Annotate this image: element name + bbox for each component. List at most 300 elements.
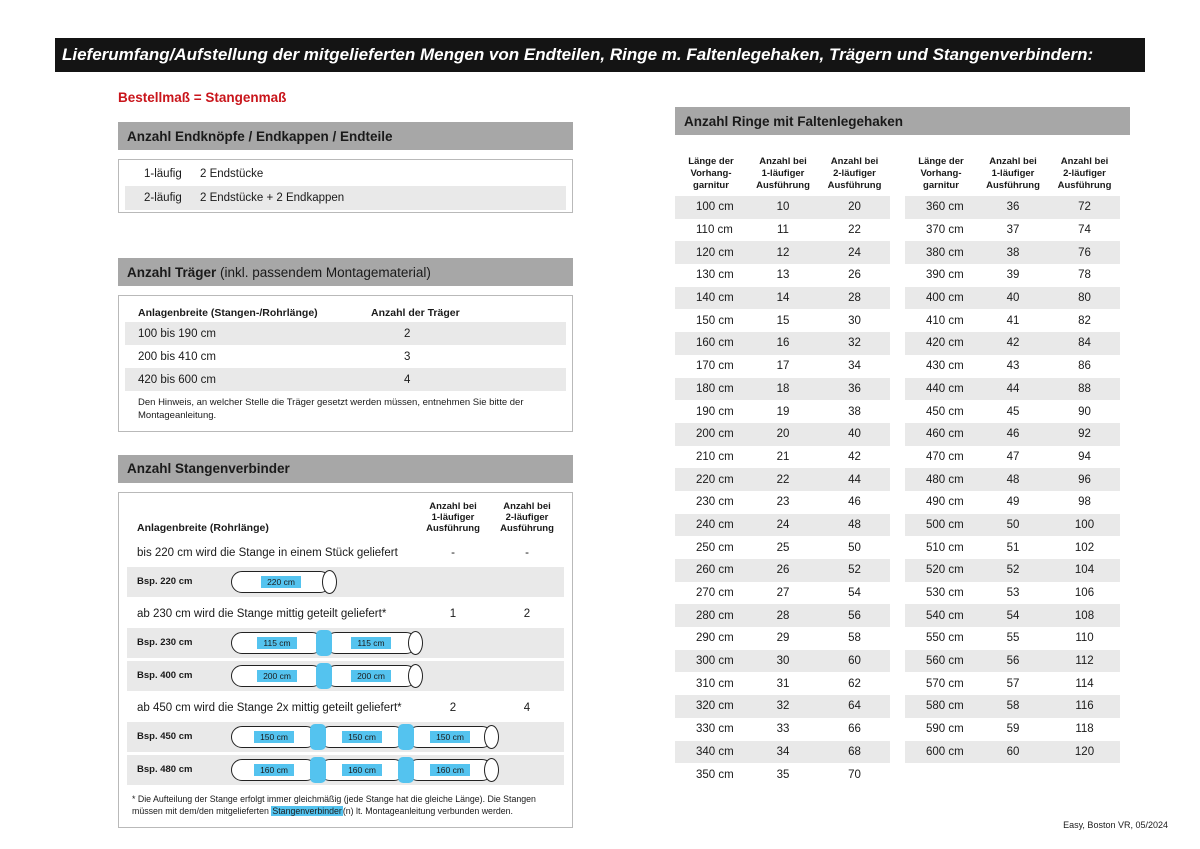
ring-length: 260 cm xyxy=(696,564,734,577)
ring-row xyxy=(675,241,890,264)
ring-row xyxy=(675,741,890,764)
ring-count-1laeufig: 54 xyxy=(1006,609,1020,622)
verbinder-count-2laeufig: 4 xyxy=(523,701,531,714)
ring-count-1laeufig: 26 xyxy=(776,564,790,577)
rod-segment xyxy=(231,632,323,654)
rod-segment-length: 160 cm xyxy=(430,764,470,777)
rod-segment-length: 150 cm xyxy=(254,731,294,744)
ring-table-1-header xyxy=(675,144,890,196)
traeger-rows xyxy=(125,322,566,391)
header-line: 2-läufiger xyxy=(505,512,549,524)
ring-count-2laeufig: 60 xyxy=(848,655,861,668)
ring-count-2laeufig: 106 xyxy=(1074,587,1095,600)
ring-row xyxy=(905,695,1120,718)
rod-segment xyxy=(231,726,317,748)
ring-count-2laeufig: 28 xyxy=(848,292,861,305)
rod-connector-icon xyxy=(316,663,332,689)
ring-row xyxy=(905,446,1120,469)
header-line: Anzahl bei xyxy=(1060,156,1109,168)
ring-count-2laeufig: 62 xyxy=(848,677,861,690)
ring-row xyxy=(675,650,890,673)
rod-segment xyxy=(325,632,417,654)
rod-segment-length: 115 cm xyxy=(351,637,390,650)
rod-segment-length: 160 cm xyxy=(254,764,294,777)
verbinder-count-2laeufig: - xyxy=(525,546,529,559)
endteile-row xyxy=(125,162,566,186)
ring-length: 460 cm xyxy=(926,428,964,441)
order-measure-note: Bestellmaß = Stangenmaß xyxy=(118,90,287,105)
rod-segment xyxy=(407,726,493,748)
ring-row xyxy=(905,196,1120,219)
ring-length: 560 cm xyxy=(926,655,964,668)
ring-length: 570 cm xyxy=(926,677,964,690)
ring-table-2-body xyxy=(905,196,1120,763)
ring-count-2laeufig: 90 xyxy=(1078,405,1091,418)
traeger-table-header xyxy=(125,303,566,322)
ring-count-2laeufig: 72 xyxy=(1078,201,1091,214)
ring-count-2laeufig: 104 xyxy=(1074,564,1095,577)
verbinder-section-row xyxy=(119,600,572,628)
ring-count-1laeufig: 18 xyxy=(776,382,790,395)
section-traeger-subtitle: (inkl. passendem Montagematerial) xyxy=(216,264,431,280)
ring-count-2laeufig: 110 xyxy=(1075,632,1094,645)
ring-count-1laeufig: 14 xyxy=(776,292,790,305)
ring-length: 450 cm xyxy=(926,405,964,418)
ring-length: 120 cm xyxy=(696,246,734,259)
ring-table-1-body xyxy=(675,196,890,786)
ring-count-1laeufig: 11 xyxy=(777,224,789,237)
ring-length: 360 cm xyxy=(926,201,964,214)
ring-count-1laeufig: 59 xyxy=(1006,723,1020,736)
rod-endcap-icon xyxy=(408,664,423,688)
traeger-row xyxy=(125,368,566,391)
verbinder-section-text: bis 220 cm wird die Stange in einem Stück geliefert xyxy=(137,546,398,559)
ring-count-1laeufig: 22 xyxy=(776,473,790,486)
ring-length: 520 cm xyxy=(926,564,964,577)
verbinder-col-header-2laeufig xyxy=(490,501,564,535)
verbinder-footnote xyxy=(132,793,554,818)
ring-tables xyxy=(675,144,1130,786)
ring-count-1laeufig: 51 xyxy=(1006,541,1020,554)
ring-count-1laeufig: 40 xyxy=(1006,292,1020,305)
ring-length: 220 cm xyxy=(696,473,734,486)
header-line: 1-läufiger xyxy=(991,168,1035,180)
ring-row xyxy=(905,582,1120,605)
ring-row xyxy=(675,582,890,605)
ring-row xyxy=(675,264,890,287)
ring-count-2laeufig: 78 xyxy=(1078,269,1091,282)
traeger-count: 2 xyxy=(404,327,411,340)
ring-row xyxy=(675,672,890,695)
ring-count-1laeufig: 24 xyxy=(776,518,790,531)
ring-count-1laeufig: 29 xyxy=(776,632,790,645)
traeger-col-anlagenbreite: Anlagenbreite (Stangen-/Rohrlänge) xyxy=(138,306,318,319)
verbinder-count-1laeufig: 2 xyxy=(449,701,457,714)
rod-connector-icon xyxy=(398,724,414,750)
rod-example-label: Bsp. 480 cm xyxy=(137,764,193,776)
ring-row xyxy=(675,332,890,355)
ring-row xyxy=(675,446,890,469)
ring-row xyxy=(905,468,1120,491)
ring-length: 390 cm xyxy=(926,269,964,282)
ring-count-2laeufig: 20 xyxy=(848,201,861,214)
header-line: Ausführung xyxy=(1057,180,1112,192)
rod-example-row xyxy=(127,628,564,658)
ring-row xyxy=(675,536,890,559)
endteile-lauf-label: 2-läufig xyxy=(144,192,182,204)
rod-example-label: Bsp. 450 cm xyxy=(137,731,193,743)
rod-segment-length: 200 cm xyxy=(351,670,391,683)
ring-length: 540 cm xyxy=(926,609,964,622)
ring-count-2laeufig: 112 xyxy=(1075,655,1094,668)
traeger-range: 420 bis 600 cm xyxy=(138,373,216,386)
ring-count-2laeufig: 70 xyxy=(848,768,861,781)
ring-count-2laeufig: 92 xyxy=(1078,428,1091,441)
section-ringe-title: Anzahl Ringe mit Faltenlegehaken xyxy=(684,113,904,129)
header-line: Vorhang- xyxy=(920,168,962,180)
ring-count-2laeufig: 98 xyxy=(1078,496,1091,509)
rod-diagram xyxy=(231,757,499,783)
rod-example-row xyxy=(127,567,564,597)
ring-count-1laeufig: 46 xyxy=(1006,428,1020,441)
ring-count-1laeufig: 32 xyxy=(776,700,790,713)
ring-count-1laeufig: 53 xyxy=(1006,587,1020,600)
ring-count-2laeufig: 96 xyxy=(1078,473,1091,486)
ring-count-1laeufig: 30 xyxy=(776,655,790,668)
ring-count-1laeufig: 41 xyxy=(1006,314,1020,327)
ring-row xyxy=(905,219,1120,242)
ring-col-1laeufig xyxy=(977,156,1049,192)
ring-length: 110 cm xyxy=(696,224,733,237)
verbinder-col-header-1laeufig xyxy=(416,501,490,535)
header-line: Länge der xyxy=(918,156,964,168)
ring-length: 530 cm xyxy=(926,587,964,600)
ring-row xyxy=(905,741,1120,764)
ring-count-2laeufig: 24 xyxy=(848,246,861,259)
endteile-lauf-label: 1-läufig xyxy=(144,168,182,180)
ring-row xyxy=(675,559,890,582)
rod-endcap-icon xyxy=(484,758,499,782)
ring-count-1laeufig: 12 xyxy=(776,246,790,259)
ring-count-2laeufig: 54 xyxy=(848,587,861,600)
ring-length: 130 cm xyxy=(696,269,734,282)
ring-row xyxy=(675,468,890,491)
endteile-table xyxy=(118,159,573,213)
ring-length: 320 cm xyxy=(696,700,734,713)
ring-count-2laeufig: 48 xyxy=(848,518,861,531)
rod-segment xyxy=(231,759,317,781)
ring-length: 280 cm xyxy=(696,609,734,622)
ring-count-1laeufig: 38 xyxy=(1006,246,1020,259)
verbinder-count-1laeufig: - xyxy=(451,546,455,559)
ring-row xyxy=(675,695,890,718)
ring-length: 550 cm xyxy=(926,632,964,645)
traeger-range: 200 bis 410 cm xyxy=(138,350,216,363)
traeger-note: Den Hinweis, an welcher Stelle die Träger gesetzt werden müssen, entnehmen Sie bitte der Montageanleitung. xyxy=(138,397,524,421)
header-line: 2-läufiger xyxy=(1063,168,1106,180)
rod-segment-length: 220 cm xyxy=(261,576,301,589)
rod-segment-length: 160 cm xyxy=(342,764,382,777)
ring-count-1laeufig: 39 xyxy=(1006,269,1020,282)
ring-table-2-header xyxy=(905,144,1120,196)
verbinder-col-anlagenbreite: Anlagenbreite (Rohrlänge) xyxy=(137,521,269,534)
ring-length: 340 cm xyxy=(696,745,734,758)
rod-segment-length: 115 cm xyxy=(257,637,296,650)
ring-count-1laeufig: 52 xyxy=(1006,564,1020,577)
header-line: Ausführung xyxy=(500,523,554,535)
ring-count-1laeufig: 16 xyxy=(776,337,790,350)
ring-row xyxy=(905,287,1120,310)
right-column xyxy=(675,107,1130,786)
verbinder-table xyxy=(118,492,573,829)
ring-length: 590 cm xyxy=(926,723,964,736)
ring-count-1laeufig: 25 xyxy=(776,541,790,554)
header-line: 2-läufiger xyxy=(833,168,876,180)
ring-count-1laeufig: 56 xyxy=(1006,655,1020,668)
ring-length: 580 cm xyxy=(926,700,964,713)
ring-length: 150 cm xyxy=(696,314,734,327)
endteile-row xyxy=(125,186,566,210)
ring-count-2laeufig: 42 xyxy=(848,450,861,463)
section-traeger-header xyxy=(118,258,573,286)
ring-length: 480 cm xyxy=(926,473,964,486)
ring-row xyxy=(675,309,890,332)
ring-row xyxy=(905,355,1120,378)
ring-row xyxy=(675,196,890,219)
ring-row xyxy=(905,264,1120,287)
ring-length: 440 cm xyxy=(926,382,964,395)
ring-row xyxy=(905,309,1120,332)
rod-connector-icon xyxy=(316,630,332,656)
section-verbinder-header xyxy=(118,455,573,483)
ring-length: 470 cm xyxy=(926,450,964,463)
section-endteile-header xyxy=(118,122,573,150)
traeger-count: 4 xyxy=(404,373,411,386)
traeger-range: 100 bis 190 cm xyxy=(138,327,216,340)
ring-length: 330 cm xyxy=(696,723,734,736)
ring-row xyxy=(675,627,890,650)
ring-count-1laeufig: 35 xyxy=(776,768,790,781)
ring-count-2laeufig: 102 xyxy=(1074,541,1095,554)
ring-length: 510 cm xyxy=(926,541,964,554)
ring-count-1laeufig: 58 xyxy=(1006,700,1020,713)
ring-count-1laeufig: 44 xyxy=(1006,382,1020,395)
ring-col-2laeufig xyxy=(819,156,890,192)
ring-count-2laeufig: 64 xyxy=(848,700,861,713)
ring-count-1laeufig: 17 xyxy=(776,360,790,373)
rod-diagram xyxy=(231,630,423,656)
section-ringe-header xyxy=(675,107,1130,135)
ring-count-1laeufig: 31 xyxy=(776,677,790,690)
ring-count-1laeufig: 48 xyxy=(1006,473,1020,486)
ring-count-2laeufig: 120 xyxy=(1074,745,1095,758)
ring-count-1laeufig: 13 xyxy=(776,269,790,282)
ring-length: 160 cm xyxy=(696,337,734,350)
verbinder-section-row xyxy=(119,539,572,567)
ring-row xyxy=(675,514,890,537)
ring-count-2laeufig: 50 xyxy=(848,541,861,554)
ring-length: 300 cm xyxy=(696,655,734,668)
ring-count-2laeufig: 82 xyxy=(1078,314,1091,327)
ring-count-2laeufig: 74 xyxy=(1078,224,1091,237)
ring-length: 210 cm xyxy=(696,450,734,463)
ring-count-2laeufig: 46 xyxy=(848,496,861,509)
verbinder-sections xyxy=(119,539,572,785)
rod-connector-icon xyxy=(310,724,326,750)
ring-count-1laeufig: 19 xyxy=(776,405,790,418)
ring-count-2laeufig: 22 xyxy=(848,224,861,237)
ring-row xyxy=(905,650,1120,673)
verbinder-table-header xyxy=(119,499,572,539)
rod-segment xyxy=(319,759,405,781)
header-line: garnitur xyxy=(923,180,959,192)
ring-row xyxy=(905,536,1120,559)
rod-diagram xyxy=(231,570,337,594)
ring-count-2laeufig: 84 xyxy=(1078,337,1091,350)
ring-length: 230 cm xyxy=(696,496,734,509)
ring-count-2laeufig: 86 xyxy=(1078,360,1091,373)
rod-segment xyxy=(325,665,417,687)
verbinder-section-row xyxy=(119,694,572,722)
ring-col-2laeufig xyxy=(1049,156,1120,192)
header-line: Anzahl bei xyxy=(989,156,1037,168)
traeger-table xyxy=(118,295,573,432)
ring-count-1laeufig: 15 xyxy=(776,314,790,327)
ring-length: 430 cm xyxy=(926,360,964,373)
ring-length: 400 cm xyxy=(926,292,964,305)
rod-connector-icon xyxy=(398,757,414,783)
endteile-rows xyxy=(125,162,566,210)
ring-col-laenge xyxy=(675,156,747,192)
rod-connector-icon xyxy=(310,757,326,783)
ring-count-1laeufig: 49 xyxy=(1006,496,1020,509)
ring-row xyxy=(905,559,1120,582)
ring-count-2laeufig: 80 xyxy=(1078,292,1091,305)
ring-count-2laeufig: 114 xyxy=(1075,677,1094,690)
document-version: Easy, Boston VR, 05/2024 xyxy=(1063,820,1168,830)
ring-row xyxy=(905,423,1120,446)
ring-row xyxy=(905,627,1120,650)
ring-length: 200 cm xyxy=(696,428,734,441)
ring-count-2laeufig: 58 xyxy=(848,632,861,645)
header-line: Länge der xyxy=(688,156,734,168)
ring-length: 190 cm xyxy=(696,405,734,418)
rod-endcap-icon xyxy=(408,631,423,655)
ring-row xyxy=(905,514,1120,537)
header-line: Anzahl bei xyxy=(503,500,551,512)
ring-length: 100 cm xyxy=(696,201,734,214)
ring-length: 250 cm xyxy=(696,541,734,554)
ring-row xyxy=(675,287,890,310)
header-line: 1-läufiger xyxy=(761,168,805,180)
traeger-col-anzahl: Anzahl der Träger xyxy=(371,306,460,319)
header-line: 1-läufiger xyxy=(431,512,475,524)
left-column xyxy=(118,90,573,828)
ring-count-1laeufig: 42 xyxy=(1006,337,1020,350)
rod-segment xyxy=(407,759,493,781)
ring-row xyxy=(905,604,1120,627)
ring-count-2laeufig: 32 xyxy=(848,337,861,350)
ring-count-1laeufig: 60 xyxy=(1006,745,1020,758)
ring-count-2laeufig: 56 xyxy=(848,609,861,622)
footnote-highlight: Stangenverbinder xyxy=(272,806,342,817)
ring-count-1laeufig: 47 xyxy=(1006,450,1020,463)
ring-count-2laeufig: 30 xyxy=(848,314,861,327)
ring-count-1laeufig: 57 xyxy=(1006,677,1020,690)
rod-example-row xyxy=(127,661,564,691)
header-line: Ausführung xyxy=(426,523,480,535)
header-line: Vorhang- xyxy=(690,168,732,180)
footnote-text-post: (n) lt. Montageanleitung verbunden werden. xyxy=(342,806,513,817)
rod-endcap-icon xyxy=(322,570,337,594)
ring-count-2laeufig: 94 xyxy=(1078,450,1091,463)
header-line: Ausführung xyxy=(756,180,810,192)
endteile-value: 2 Endstücke xyxy=(200,168,264,180)
rod-segment-length: 150 cm xyxy=(342,731,382,744)
ring-count-1laeufig: 34 xyxy=(776,745,790,758)
ring-count-2laeufig: 100 xyxy=(1074,518,1095,531)
ring-length: 370 cm xyxy=(926,224,964,237)
ring-count-2laeufig: 68 xyxy=(848,745,861,758)
ring-count-2laeufig: 108 xyxy=(1074,609,1095,622)
ring-length: 290 cm xyxy=(696,632,734,645)
rod-example-label: Bsp. 400 cm xyxy=(137,670,193,682)
ring-row xyxy=(905,378,1120,401)
header-line: Anzahl bei xyxy=(830,156,879,168)
ring-length: 170 cm xyxy=(696,360,734,373)
header-line: Anzahl bei xyxy=(759,156,807,168)
ring-length: 240 cm xyxy=(696,518,734,531)
rod-segment-length: 150 cm xyxy=(430,731,470,744)
ring-count-2laeufig: 36 xyxy=(848,382,861,395)
ring-count-2laeufig: 26 xyxy=(848,269,861,282)
rod-segment xyxy=(231,665,323,687)
ring-row xyxy=(675,718,890,741)
ring-col-laenge xyxy=(905,156,977,192)
ring-length: 140 cm xyxy=(696,292,734,305)
ring-count-1laeufig: 27 xyxy=(776,587,790,600)
ring-count-2laeufig: 38 xyxy=(848,405,861,418)
ring-count-2laeufig: 44 xyxy=(848,473,861,486)
rod-segment-length: 200 cm xyxy=(257,670,297,683)
ring-length: 410 cm xyxy=(926,314,964,327)
rod-diagram xyxy=(231,663,423,689)
ring-length: 600 cm xyxy=(926,745,964,758)
verbinder-section-text: ab 230 cm wird die Stange mittig geteilt geliefert* xyxy=(137,607,387,620)
ring-row xyxy=(675,604,890,627)
ring-count-2laeufig: 40 xyxy=(848,428,861,441)
rod-segment xyxy=(231,571,331,593)
ring-row xyxy=(675,378,890,401)
section-traeger-title: Anzahl Träger xyxy=(127,264,217,280)
traeger-row xyxy=(125,345,566,368)
ring-length: 270 cm xyxy=(696,587,734,600)
ring-count-2laeufig: 34 xyxy=(848,360,861,373)
ring-length: 500 cm xyxy=(926,518,964,531)
ring-row xyxy=(905,718,1120,741)
header-line: Anzahl bei xyxy=(429,500,477,512)
ring-row xyxy=(905,400,1120,423)
ring-col-1laeufig xyxy=(747,156,819,192)
footnote-text-pre: * Die Aufteilung der Stange erfolgt immer gleichmäßig (jede Stange hat die gleiche Länge). Die Stangen müssen mit dem/den mitgelieferten xyxy=(132,793,536,817)
ring-count-2laeufig: 66 xyxy=(848,723,861,736)
ring-count-1laeufig: 50 xyxy=(1006,518,1020,531)
rod-endcap-icon xyxy=(484,725,499,749)
ring-count-1laeufig: 23 xyxy=(776,496,790,509)
rod-example-row xyxy=(127,722,564,752)
traeger-row xyxy=(125,322,566,345)
ring-count-1laeufig: 10 xyxy=(776,201,790,214)
